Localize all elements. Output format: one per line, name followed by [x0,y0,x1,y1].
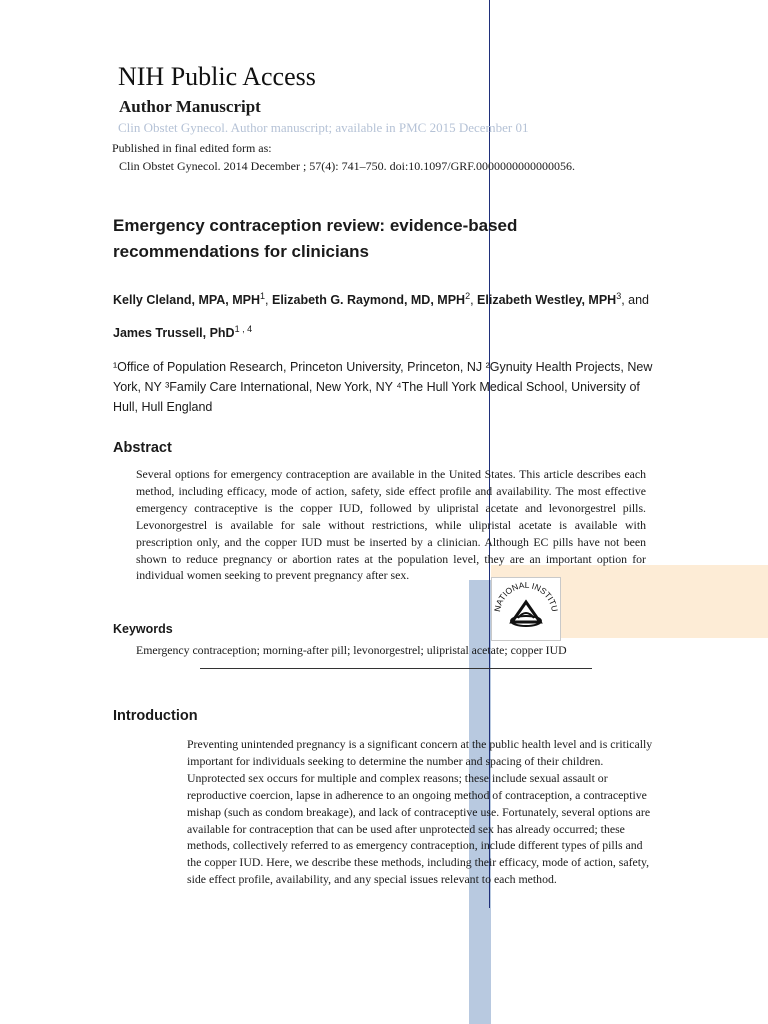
author-separator: , [470,293,478,308]
author-affil-sup: 1 [260,291,266,301]
keywords-heading: Keywords [113,622,173,636]
published-label: Published in final edited form as: [112,141,272,155]
article-title: Emergency contraception review: evidence-based recommendations for clinicians [113,216,518,261]
introduction-body: Preventing unintended pregnancy is a significant concern at the public health level and is critically important for individuals seeking to determine the number and spacing of their children. Unprotected sex occurs for multiple and complex reasons; these include sexual assault or reproductive coercion, lapse in adherence to an ongoing method of contraception, a contraceptive mishap (such as condom breakage), and lack of contraceptive use. Fortunately, several options are available for contraception that can be used after unprotected sex has already occurred; these methods, collectively referred to as emergency contraception, include different types of pills and the copper IUD. Here, we describe these methods, including their efficacy, mode of action, safety, side effect profile, availability, and any special issues relevant to each method. [187,737,653,887]
author-name: James Trussell, PhD [113,326,235,341]
author-name: Elizabeth Westley, MPH [477,293,617,308]
author-separator: , and [621,293,650,308]
author-separator: , [265,293,272,308]
svg-text:NATIONAL INSTITUTES OF HEALTH: NATIONAL INSTITU [492,579,560,613]
abstract-heading: Abstract [113,440,172,456]
author-affil-sup: 2 [465,291,471,301]
nih-logo [491,577,561,641]
abstract-body: Several options for emergency contraception are available in the United States. This article describes each method, including efficacy, mode of action, safety, side effect profile and availability. The most effective emergency contraceptive is the copper IUD, followed by ulipristal acetate and levonorgestrel pills. Levonorgestrel is available for sale without restrictions, while ulipristal acetate is available with prescription only, and the copper IUD must be inserted by a clinician. Although EC pills have not been shown to reduce pregnancy or abortion rates at the population level, they are an important option for individual women seeking to prevent pregnancy after sex. [136,467,646,583]
author-affil-sup: 3 [616,291,622,301]
author-affil-sup: 1 , 4 [234,324,253,335]
section-divider [200,668,592,669]
author-name: Kelly Cleland, MPA, MPH [113,293,261,308]
affiliations: ¹Office of Population Research, Princeton University, Princeton, NJ ²Gynuity Health Projects, New York, NY ³Family Care International, New York, NY ⁴The Hull York Medical School, University of Hull, Hull England [113,360,653,414]
author-list [113,282,673,348]
pmc-availability-line: Clin Obstet Gynecol. Author manuscript; available in PMC 2015 December 01 [118,120,529,135]
keywords-body: Emergency contraception; morning-after pill; levonorgestrel; ulipristal acetate; copper IUD [136,643,567,657]
nih-seal-icon [492,578,560,640]
author-name: Elizabeth G. Raymond, MD, MPH [271,293,466,308]
header-title: NIH Public Access [118,62,316,91]
citation: Clin Obstet Gynecol. 2014 December ; 57(4): 741–750. doi:10.1097/GRF.0000000000000056. [119,159,575,173]
header-subtitle: Author Manuscript [119,97,261,116]
introduction-heading: Introduction [113,708,198,724]
